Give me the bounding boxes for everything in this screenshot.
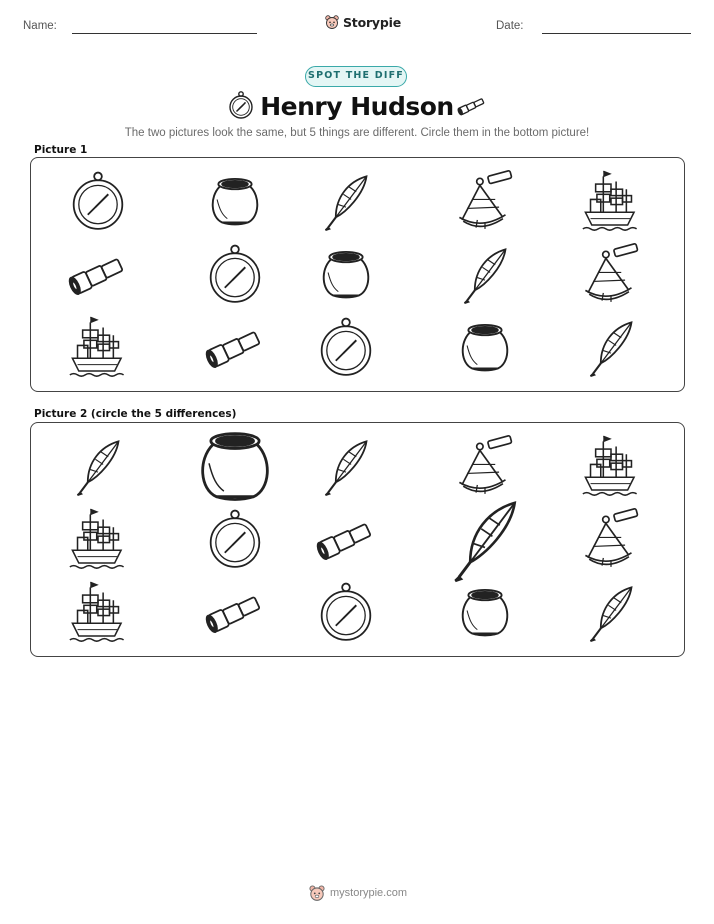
grid-cell: [203, 243, 267, 307]
grid-cell[interactable]: [579, 435, 643, 499]
bear-mascot-icon: [308, 884, 326, 902]
name-line[interactable]: [72, 33, 257, 34]
picture-1-panel: [30, 157, 685, 392]
grid-cell[interactable]: [314, 435, 378, 499]
pot-icon: [453, 316, 517, 380]
bear-mascot-icon: [324, 14, 340, 30]
date-label: Date:: [496, 20, 524, 32]
grid-cell[interactable]: [453, 581, 517, 645]
pot-icon: [453, 581, 517, 645]
grid-cell[interactable]: [453, 508, 517, 572]
grid-cell: [453, 316, 517, 380]
spyglass-icon: [203, 581, 267, 645]
grid-cell: [453, 243, 517, 307]
grid-cell[interactable]: [579, 581, 643, 645]
page-title: Henry Hudson: [260, 92, 454, 121]
grid-cell: [66, 243, 130, 307]
spyglass-icon: [314, 508, 378, 572]
grid-cell[interactable]: [66, 435, 130, 499]
grid-cell: [66, 170, 130, 234]
picture-1-label: Picture 1: [34, 144, 88, 156]
grid-cell: [453, 170, 517, 234]
grid-cell[interactable]: [203, 581, 267, 645]
pot-icon: [203, 435, 267, 499]
grid-cell[interactable]: [66, 508, 130, 572]
spyglass-icon: [456, 94, 488, 118]
quill-icon: [453, 508, 517, 572]
instructions: The two pictures look the same, but 5 things are different. Circle them in the bottom picture!: [124, 127, 590, 139]
grid-cell[interactable]: [453, 435, 517, 499]
grid-cell[interactable]: [314, 581, 378, 645]
footer: [308, 884, 407, 902]
name-label: Name:: [23, 20, 57, 32]
footer-site: mystorypie.com: [330, 887, 408, 899]
ship-icon: [579, 435, 643, 499]
grid-cell: [314, 316, 378, 380]
compass-icon: [203, 243, 267, 307]
grid-cell: [579, 243, 643, 307]
compass-icon: [203, 508, 267, 572]
grid-cell[interactable]: [314, 508, 378, 572]
spyglass-icon: [66, 243, 130, 307]
ship-icon: [579, 170, 643, 234]
grid-cell: [579, 316, 643, 380]
quill-icon: [66, 435, 130, 499]
grid-cell: [66, 316, 130, 380]
quill-icon: [314, 170, 378, 234]
sextant-icon: [453, 170, 517, 234]
grid-cell: [314, 243, 378, 307]
quill-icon: [314, 435, 378, 499]
ship-icon: [66, 508, 130, 572]
compass-icon: [314, 581, 378, 645]
brand-logo: [324, 14, 401, 30]
pot-icon: [314, 243, 378, 307]
compass-icon: [66, 170, 130, 234]
sextant-icon: [579, 508, 643, 572]
sextant-icon: [453, 435, 517, 499]
grid-cell[interactable]: [203, 508, 267, 572]
picture-2-label: Picture 2 (circle the 5 differences): [34, 408, 237, 420]
quill-icon: [453, 243, 517, 307]
grid-cell: [579, 170, 643, 234]
pot-icon: [203, 170, 267, 234]
quill-icon: [579, 316, 643, 380]
ship-icon: [66, 581, 130, 645]
grid-cell[interactable]: [66, 581, 130, 645]
ship-icon: [66, 316, 130, 380]
sextant-icon: [579, 243, 643, 307]
grid-cell: [203, 170, 267, 234]
date-line[interactable]: [542, 33, 691, 34]
compass-icon: [314, 316, 378, 380]
grid-cell: [314, 170, 378, 234]
picture-2-panel[interactable]: [30, 422, 685, 657]
grid-cell[interactable]: [203, 435, 267, 499]
spot-the-diff-badge: SPOT THE DIFF: [305, 66, 407, 87]
brand-name: Storypie: [343, 14, 401, 30]
grid-cell: [203, 316, 267, 380]
quill-icon: [579, 581, 643, 645]
spyglass-icon: [203, 316, 267, 380]
grid-cell[interactable]: [579, 508, 643, 572]
